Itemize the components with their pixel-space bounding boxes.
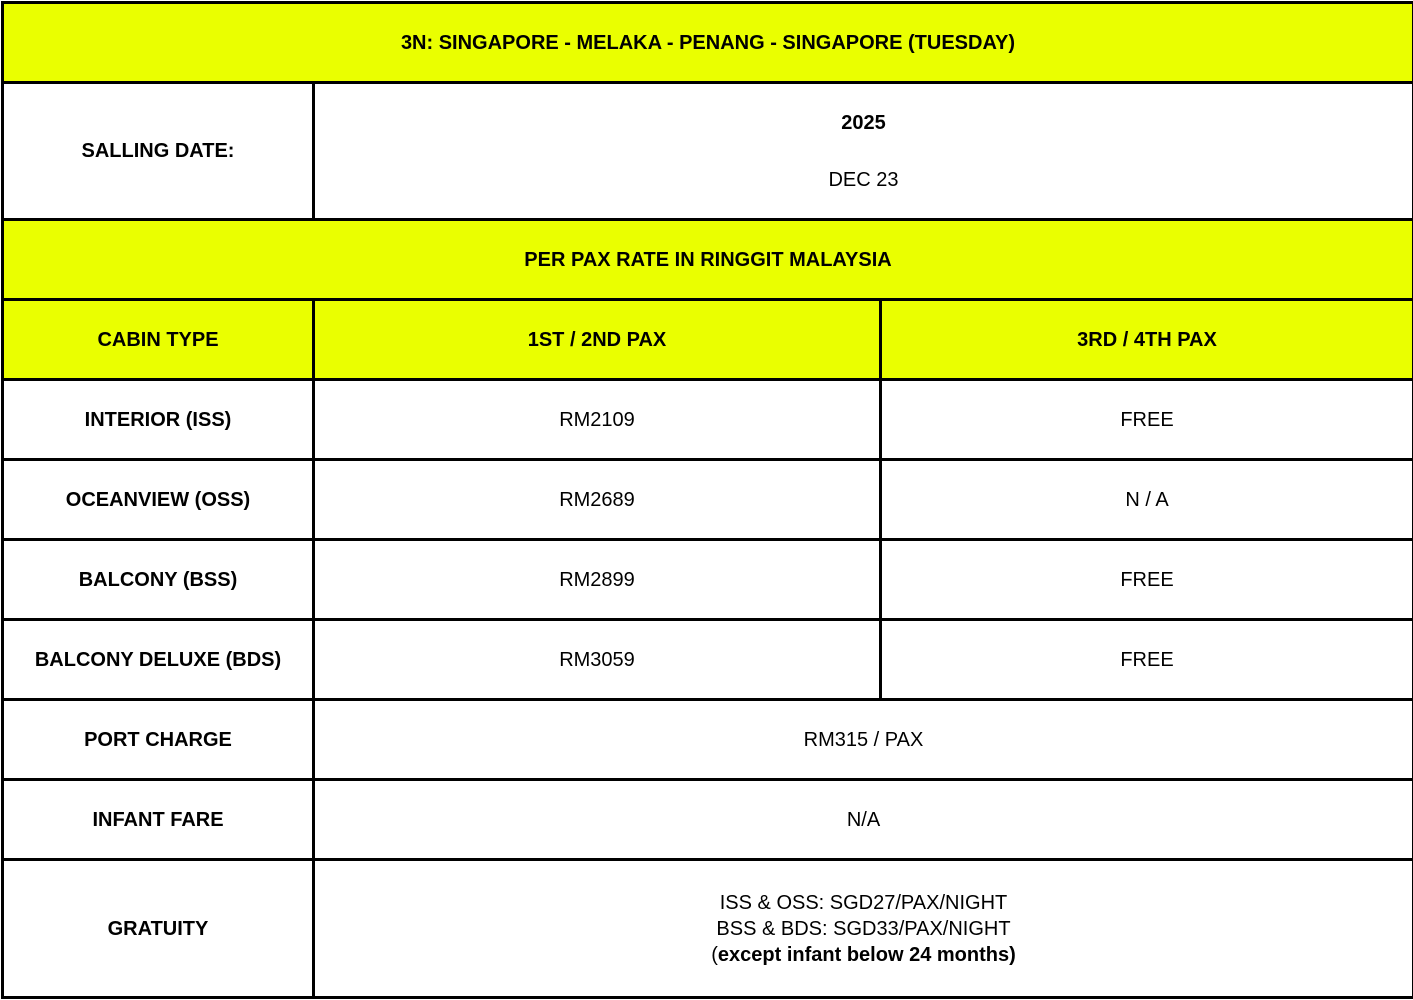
gratuity-note-paren: (	[711, 943, 718, 966]
cabin-type: OCEANVIEW (OSS)	[3, 460, 314, 540]
column-header-third-fourth-pax: 3RD / 4TH PAX	[881, 300, 1413, 380]
sailing-date: DEC 23	[828, 168, 899, 191]
first-second-pax-rate: RM2109	[314, 380, 881, 460]
first-second-pax-rate: RM3059	[314, 620, 881, 700]
rate-currency-header: PER PAX RATE IN RINGGIT MALAYSIA	[3, 220, 1413, 300]
port-charge-label: PORT CHARGE	[3, 700, 314, 780]
gratuity-note	[321, 943, 1406, 967]
gratuity-details	[314, 860, 1413, 998]
itinerary-title: 3N: SINGAPORE - MELAKA - PENANG - SINGAPORE (TUESDAY)	[3, 3, 1413, 83]
third-fourth-pax-rate: N / A	[881, 460, 1413, 540]
cruise-rate-table	[1, 1, 1413, 999]
infant-fare-value: N/A	[314, 780, 1413, 860]
column-header-cabin-type: CABIN TYPE	[3, 300, 314, 380]
port-charge-value: RM315 / PAX	[314, 700, 1413, 780]
table-row	[3, 380, 1413, 460]
sailing-date-label: SALLING DATE:	[3, 83, 314, 220]
first-second-pax-rate: RM2689	[314, 460, 881, 540]
infant-fare-label: INFANT FARE	[3, 780, 314, 860]
column-header-first-second-pax: 1ST / 2ND PAX	[314, 300, 881, 380]
gratuity-bss-bds: BSS & BDS: SGD33/PAX/NIGHT	[716, 917, 1011, 940]
table-row	[3, 540, 1413, 620]
cabin-type: INTERIOR (ISS)	[3, 380, 314, 460]
gratuity-iss-oss: ISS & OSS: SGD27/PAX/NIGHT	[719, 891, 1008, 914]
table-row	[3, 460, 1413, 540]
third-fourth-pax-rate: FREE	[881, 380, 1413, 460]
gratuity-label: GRATUITY	[3, 860, 314, 998]
first-second-pax-rate: RM2899	[314, 540, 881, 620]
third-fourth-pax-rate: FREE	[881, 540, 1413, 620]
sailing-year: 2025	[841, 111, 886, 134]
sailing-date-cell	[314, 83, 1413, 220]
gratuity-infant-exception: except infant below 24 months)	[717, 943, 1016, 966]
cabin-type: BALCONY DELUXE (BDS)	[3, 620, 314, 700]
table-row	[3, 620, 1413, 700]
cabin-type: BALCONY (BSS)	[3, 540, 314, 620]
third-fourth-pax-rate: FREE	[881, 620, 1413, 700]
